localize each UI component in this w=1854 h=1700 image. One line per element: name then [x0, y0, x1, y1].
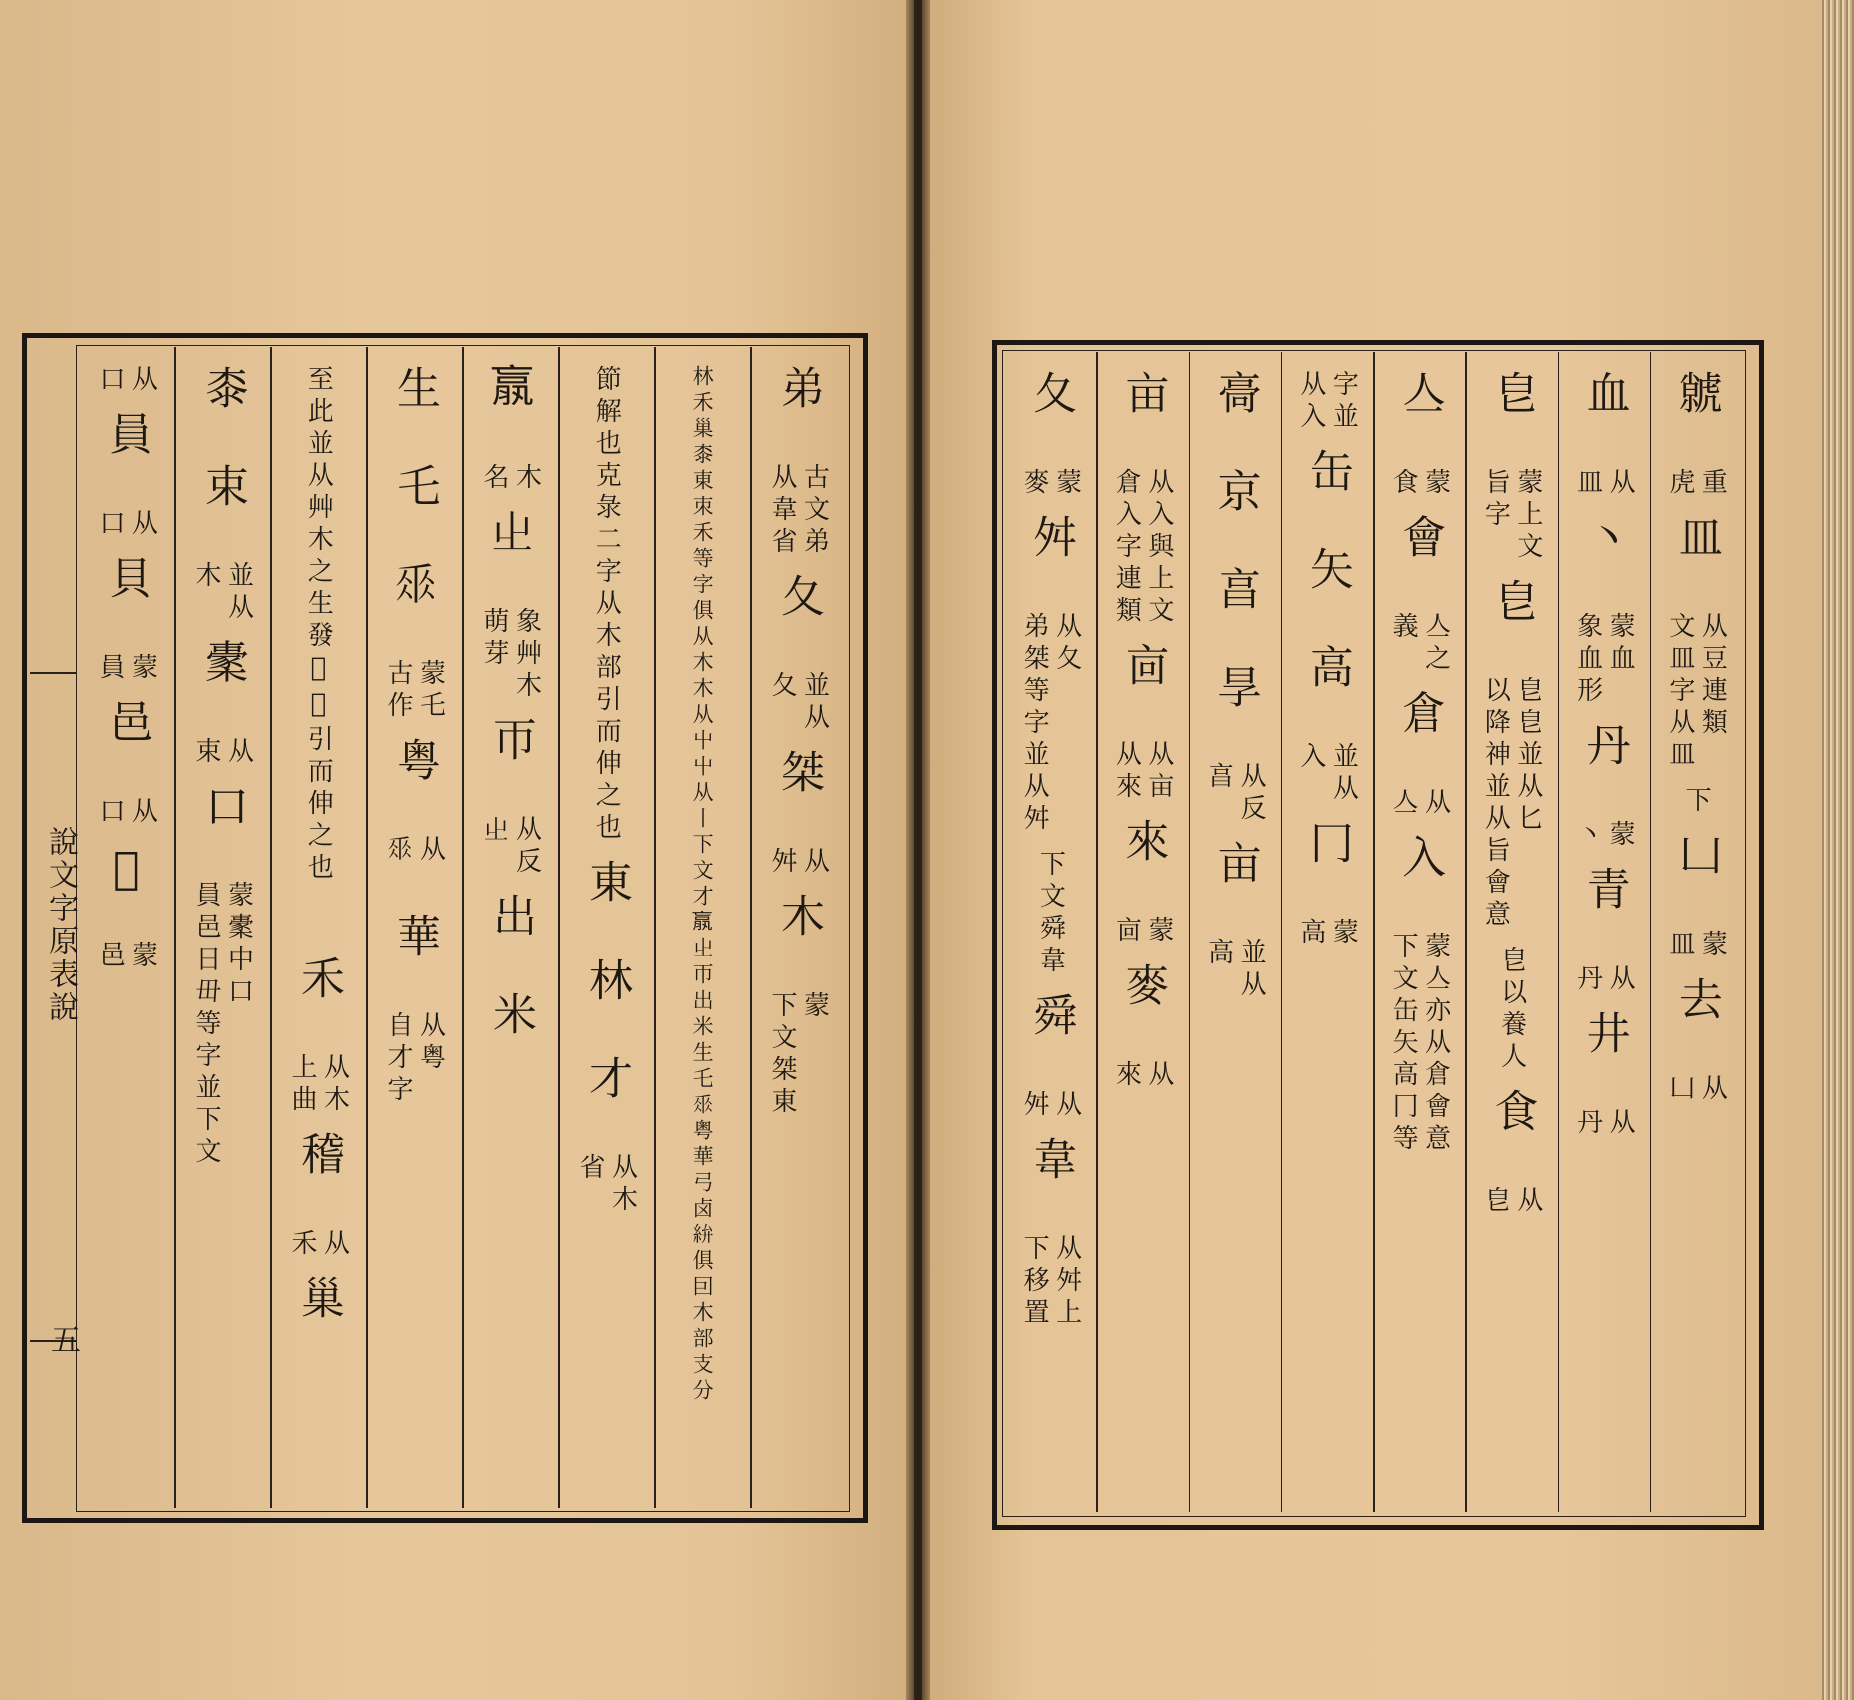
headword-character: 皀 — [1486, 578, 1538, 636]
headword-character: 缶 — [1301, 448, 1353, 506]
annotation-note: 从 皀 — [1480, 1186, 1543, 1218]
annotation-note: 蒙 皿 — [1664, 930, 1728, 962]
headword-character: 貝 — [101, 555, 152, 613]
annotation-note: 从 束 — [191, 737, 254, 769]
annotation-note: 皀以養人 — [1496, 946, 1527, 1074]
headword-character: 去 — [1670, 976, 1722, 1034]
headword-character: 華 — [389, 913, 440, 971]
headword-character: 皿 — [1670, 514, 1722, 572]
column-divider — [174, 347, 176, 1508]
annotation-note: 从 口 — [95, 365, 158, 397]
headword-character: 井 — [1578, 1010, 1630, 1068]
headword-character: 血 — [1578, 370, 1630, 428]
headword-character: 亼 — [1394, 370, 1446, 428]
headword-character: 桀 — [773, 749, 824, 807]
annotation-note: 木 名 — [479, 463, 542, 495]
annotation-note: 蒙 食 — [1388, 468, 1451, 500]
annotation-note: 从夂 弟桀等字並从舛 — [1019, 612, 1082, 836]
annotation-note: 並从 木 — [191, 561, 254, 625]
headword-character: 乇 — [389, 463, 440, 521]
annotation-note: 蒙 㐭 — [1111, 916, 1174, 948]
headword-character: 㫗 — [1209, 664, 1261, 722]
annotation-note: 下 — [1681, 786, 1712, 818]
headword-character: 入 — [1394, 834, 1446, 892]
left-margin-rule-top — [30, 672, 76, 674]
headword-character: 林 — [581, 957, 632, 1015]
headword-character: 𣎆 — [485, 365, 536, 423]
headword-character: 韋 — [1025, 1136, 1077, 1194]
column-divider — [270, 347, 272, 1508]
annotation-note: 蒙㯻中口 員邑日毌等字並下文 — [191, 881, 254, 1169]
annotation-note: 从舛上 下移置 — [1019, 1234, 1082, 1330]
annotation-note: 蒙 員 — [95, 653, 158, 685]
annotation-note: 古文弟 从韋省 — [767, 463, 830, 559]
headword-character: 青 — [1578, 866, 1630, 924]
headword-character: 丹 — [1578, 722, 1630, 780]
headword-character: 出 — [485, 893, 536, 951]
annotation-note: 字並 从入 — [1295, 370, 1359, 434]
annotation-note: 亼之 義 — [1388, 612, 1451, 676]
headword-character: 虩 — [1670, 370, 1722, 428]
annotation-note: 从入與上文 倉入字連類 — [1111, 468, 1174, 628]
column-divider — [1465, 352, 1467, 1512]
annotation-note: 从 禾 — [287, 1229, 350, 1261]
annotation-note: 从 凵 — [1664, 1074, 1728, 1106]
headword-character: 稽 — [293, 1131, 344, 1189]
column-divider — [1189, 352, 1191, 1512]
headword-character: 禾 — [293, 955, 344, 1013]
headword-character: 𡳿 — [485, 509, 536, 567]
annotation-note: 蒙 麥 — [1019, 468, 1082, 500]
annotation-note: 下文舜韋 — [1035, 850, 1066, 978]
headword-character: 凵 — [1670, 832, 1722, 890]
annotation-note: 蒙 邑 — [95, 941, 158, 973]
headword-character: 丶 — [1578, 514, 1630, 572]
annotation-note: 蒙 下文桀東 — [767, 991, 830, 1119]
headword-character: 䯧 — [1209, 370, 1261, 428]
annotation-note: 从粤 自才字 — [383, 1011, 446, 1107]
column-divider — [654, 347, 656, 1508]
headword-character: 束 — [197, 463, 248, 521]
annotation-note: 蒙 高 — [1295, 918, 1359, 950]
annotation-note: 節解也克彔二字从木部引而伸之也 — [591, 365, 622, 845]
book-title: 說文字原表說 — [43, 826, 78, 1024]
column-divider — [1096, 352, 1098, 1512]
annotation-note: 从 丹 — [1572, 964, 1636, 996]
headword-character: 亩 — [1117, 370, 1169, 428]
headword-character: 舜 — [1025, 992, 1077, 1050]
headword-character: 亩 — [1209, 840, 1261, 898]
annotation-note: 从亩 从來 — [1111, 740, 1174, 804]
annotation-note: 並从 入 — [1295, 742, 1359, 806]
headword-character: 弟 — [773, 365, 824, 423]
annotation-note: 蒙血 象血形 — [1572, 612, 1636, 708]
annotation-note: 蒙乇 古作 — [383, 659, 446, 723]
headword-character: 才 — [581, 1055, 632, 1113]
column-divider — [366, 347, 368, 1508]
headword-character: 粤 — [389, 737, 440, 795]
annotation-note: 从 口 — [95, 509, 158, 541]
book-gutter — [906, 0, 930, 1700]
headword-character: 桼 — [197, 365, 248, 423]
headword-character: 食 — [1486, 1088, 1538, 1146]
column-divider — [558, 347, 560, 1508]
column-divider — [1373, 352, 1375, 1512]
annotation-note: 象艸木 萌芽 — [479, 607, 542, 703]
headword-character: 𠂹 — [389, 561, 440, 619]
annotation-note: 林禾巢桼東朿禾等字俱从木木从屮屮从丨下文才𣎆𡳿帀出米生乇𠂹粤華弓卤𥿋俱囙木部支分 — [690, 365, 715, 1405]
left-page — [0, 0, 914, 1700]
headword-character: 巢 — [293, 1275, 344, 1333]
annotation-note: 从 皿 — [1572, 468, 1636, 500]
annotation-note: 重 虎 — [1664, 468, 1728, 500]
headword-character: 㐭 — [1117, 642, 1169, 700]
page-stack-edge — [1822, 0, 1854, 1700]
annotation-note: 蒙 丶 — [1572, 820, 1636, 852]
annotation-note: 从反 亯 — [1203, 762, 1267, 826]
annotation-note: 从豆連類 文皿字从皿 — [1664, 612, 1728, 772]
folio-number: 五 — [45, 1324, 80, 1357]
headword-character: 麥 — [1117, 962, 1169, 1020]
annotation-note: 从 丹 — [1572, 1108, 1636, 1140]
annotation-note: 从木 省 — [575, 1153, 638, 1217]
headword-character: 冂 — [1301, 820, 1353, 878]
headword-character: 舛 — [1025, 514, 1077, 572]
headword-character: 員 — [101, 411, 152, 469]
annotation-note: 至此並从艸木之生發𡴀𢑘引而伸之也 — [303, 365, 334, 885]
headword-character: 東 — [581, 859, 632, 917]
right-page — [922, 0, 1822, 1700]
column-divider — [1281, 352, 1283, 1512]
headword-character: 㯻 — [197, 639, 248, 697]
annotation-note: 並从 高 — [1203, 938, 1267, 1002]
headword-character: 米 — [485, 991, 536, 1049]
annotation-note: 蒙上文 旨字 — [1480, 468, 1543, 564]
annotation-note: 皀皀並从匕 以降神並从旨會意 — [1480, 676, 1543, 932]
column-divider — [1558, 352, 1560, 1512]
headword-character: 矢 — [1301, 546, 1353, 604]
column-divider — [462, 347, 464, 1508]
headword-character: 亯 — [1209, 566, 1261, 624]
annotation-note: 从 舛 — [767, 847, 830, 879]
headword-character: 口 — [197, 783, 248, 841]
column-divider — [1650, 352, 1652, 1512]
headword-character: 𨛜 — [101, 843, 152, 908]
headword-character: 邑 — [101, 699, 152, 757]
column-divider — [750, 347, 752, 1508]
headword-character: 來 — [1117, 818, 1169, 876]
headword-character: 倉 — [1394, 690, 1446, 748]
annotation-note: 从反 𡳿 — [479, 815, 542, 879]
annotation-note: 从 亼 — [1388, 788, 1451, 820]
headword-character: 夂 — [773, 573, 824, 631]
headword-character: 皀 — [1486, 370, 1538, 428]
annotation-note: 从 口 — [95, 797, 158, 829]
headword-character: 京 — [1209, 468, 1261, 526]
headword-character: 會 — [1394, 514, 1446, 572]
annotation-note: 从 舛 — [1019, 1090, 1082, 1122]
headword-character: 高 — [1301, 644, 1353, 702]
annotation-note: 从木 上曲 — [287, 1053, 350, 1117]
headword-character: 夂 — [1025, 370, 1077, 428]
headword-character: 木 — [773, 893, 824, 951]
annotation-note: 从 來 — [1111, 1060, 1174, 1092]
annotation-note: 並从 夂 — [767, 671, 830, 735]
annotation-note: 从 𠂹 — [383, 835, 446, 867]
annotation-note: 蒙亼亦从倉會意 下文缶矢高冂等 — [1388, 932, 1451, 1156]
headword-character: 生 — [389, 365, 440, 423]
headword-character: 帀 — [485, 717, 536, 775]
